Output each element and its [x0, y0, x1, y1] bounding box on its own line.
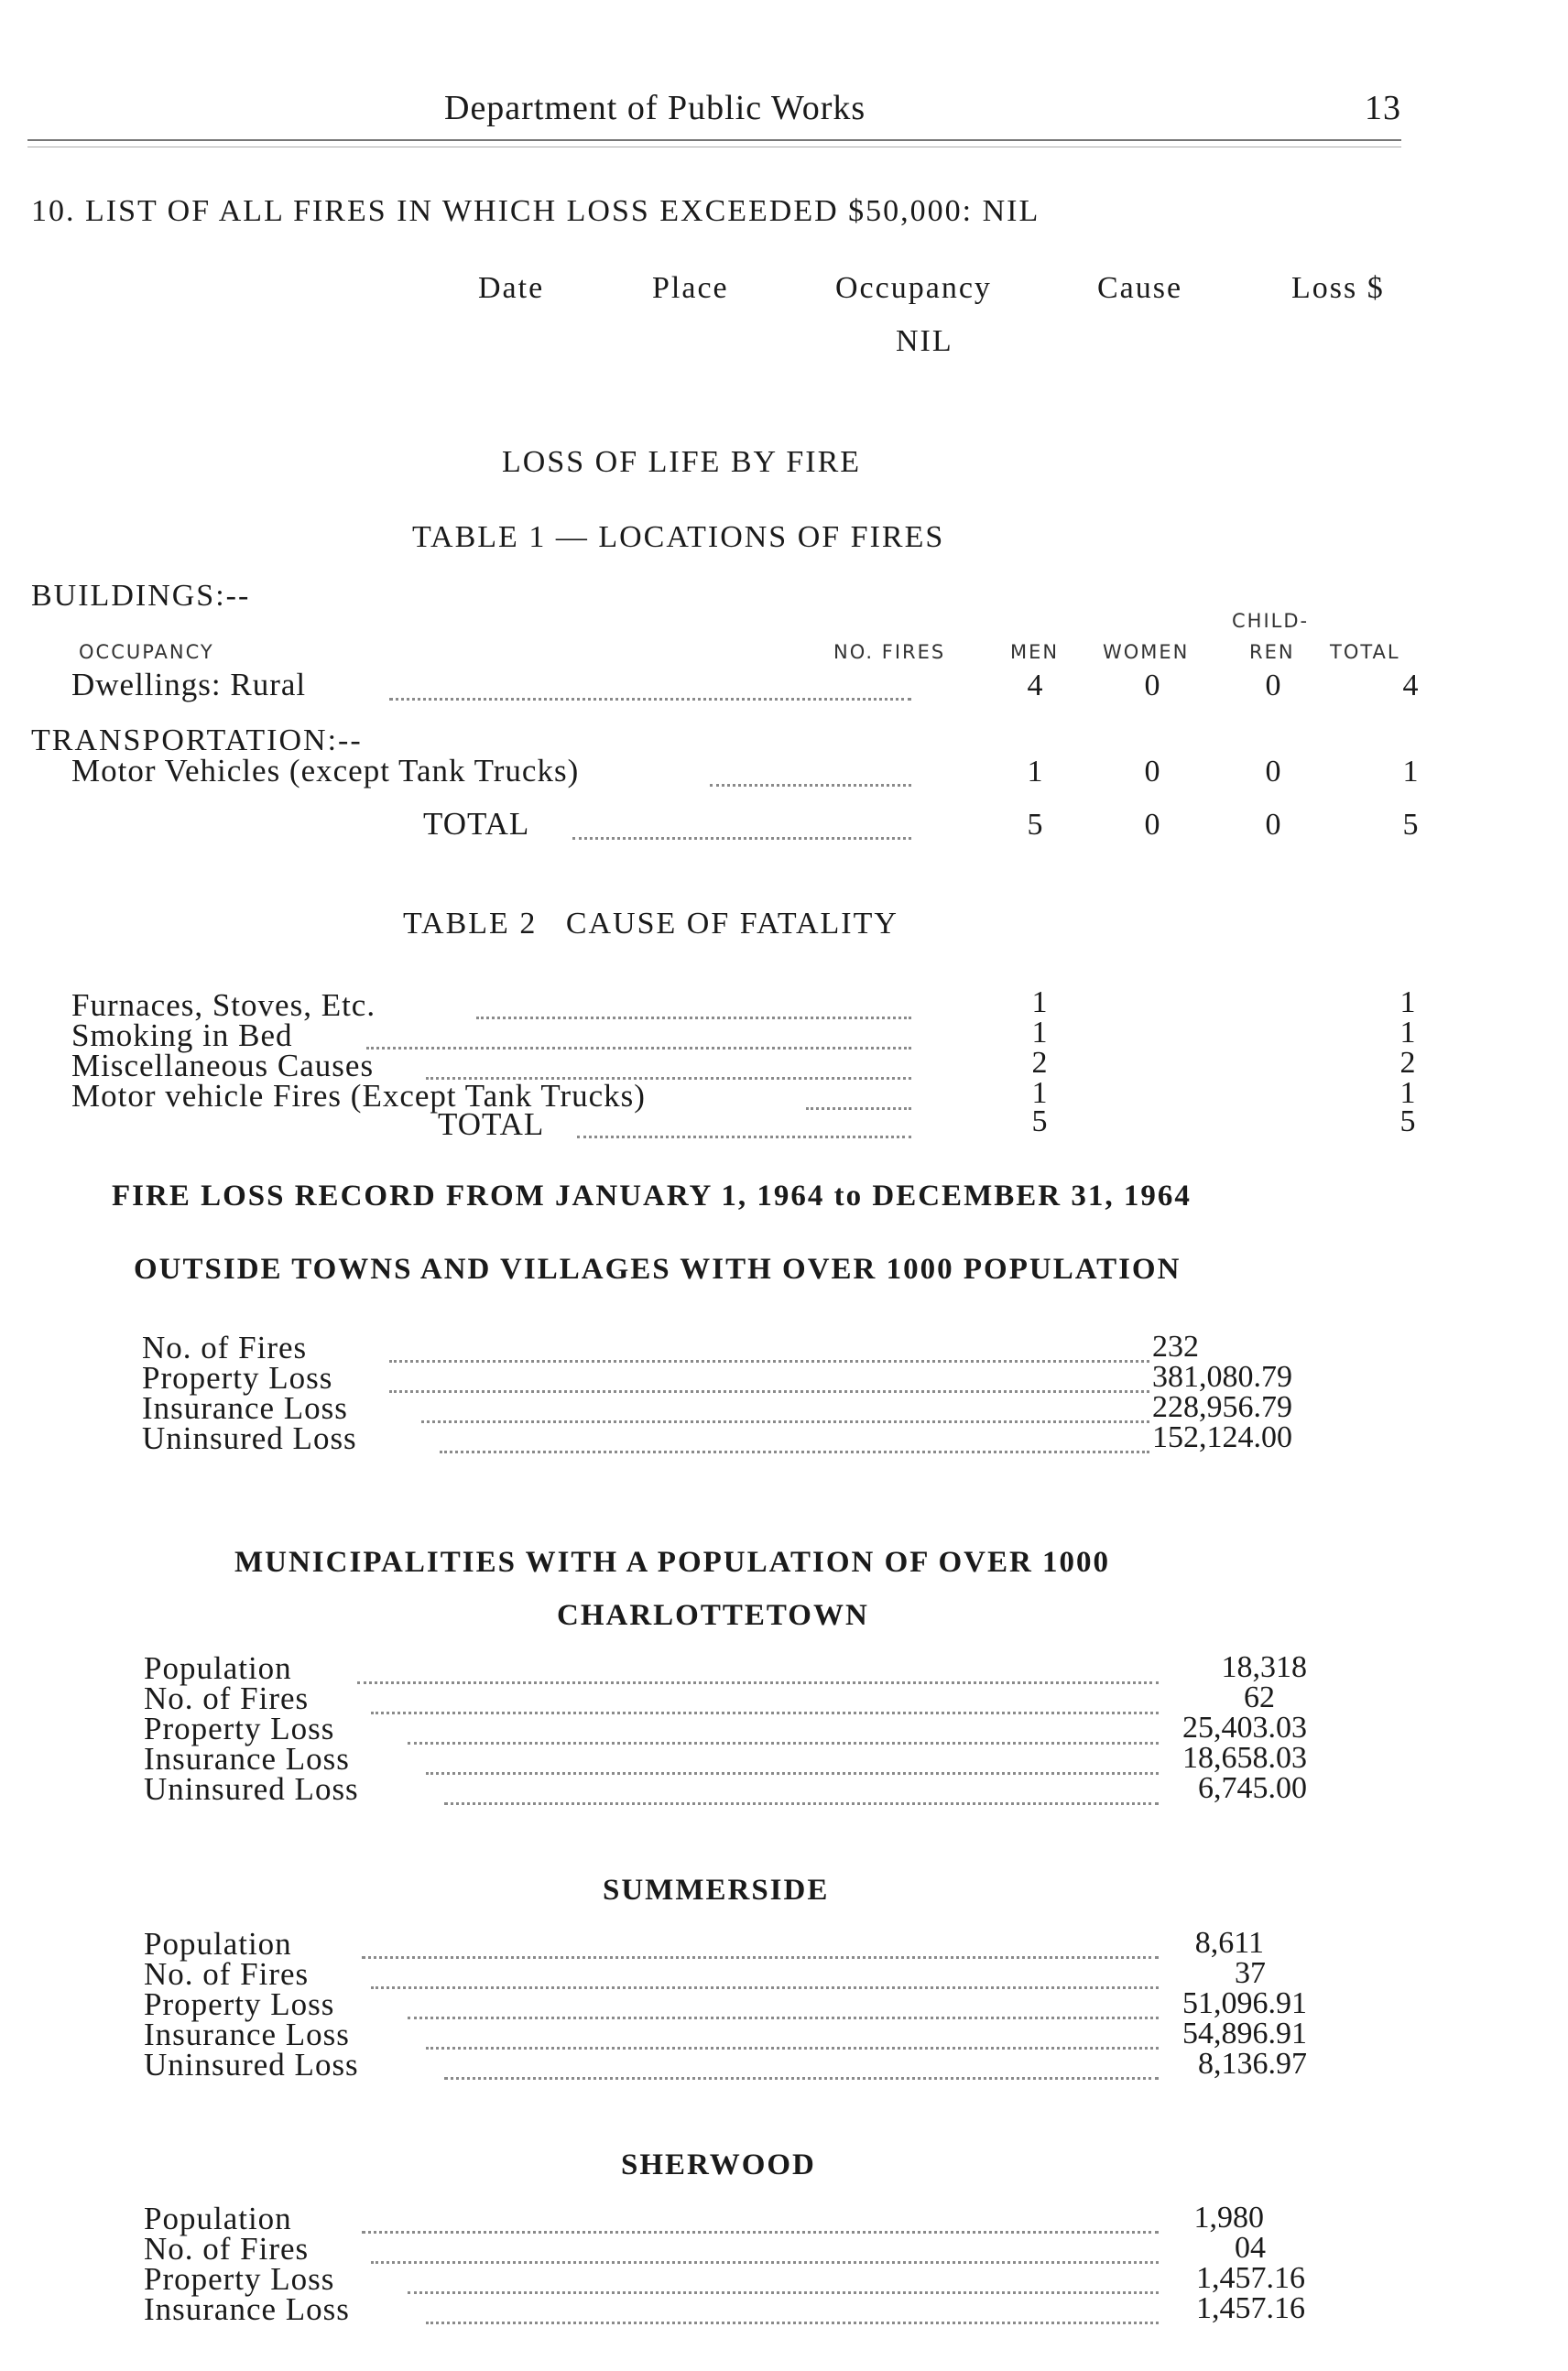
header-rule: [27, 139, 1401, 141]
row-value: 1,980: [1193, 2201, 1264, 2235]
leader-dots: [408, 1742, 1159, 1745]
children-value: 0: [1265, 755, 1281, 789]
total-value: 1: [1399, 1076, 1416, 1110]
row-label: Motor vehicle Fires (Except Tank Trucks): [71, 1078, 646, 1114]
row-label: Uninsured Loss: [144, 1771, 359, 1807]
leader-dots: [476, 1017, 911, 1019]
row-label: Miscellaneous Causes: [71, 1048, 375, 1083]
row-label: Furnaces, Stoves, Etc.: [71, 987, 376, 1023]
row-label: Insurance Loss: [144, 2291, 350, 2327]
leader-dots: [444, 1802, 1159, 1805]
leader-dots: [577, 1136, 911, 1138]
leader-dots: [421, 1420, 1149, 1423]
row-value: 381,080.79: [1152, 1360, 1292, 1394]
count-value: 1: [1031, 985, 1048, 1019]
leader-dots: [371, 1712, 1159, 1714]
row-label: Population: [144, 1926, 292, 1962]
transportation-label: TRANSPORTATION:--: [31, 723, 363, 757]
row-label: Dwellings: Rural: [71, 667, 307, 702]
leader-dots: [371, 1986, 1159, 1989]
row-value: 04: [1235, 2231, 1266, 2265]
leader-dots: [426, 2322, 1159, 2324]
column-header-place: Place: [652, 271, 729, 305]
row-value: 1,457.16: [1196, 2261, 1305, 2295]
row-label: Insurance Loss: [144, 2017, 350, 2052]
row-value: 25,403.03: [1182, 1711, 1307, 1745]
row-value: 152,124.00: [1152, 1420, 1292, 1454]
row-label: No. of Fires: [144, 1680, 310, 1716]
children-value: 0: [1265, 669, 1281, 702]
row-value: 1,457.16: [1196, 2291, 1305, 2325]
total-label: TOTAL: [423, 806, 530, 842]
column-header-date: Date: [478, 271, 545, 305]
row-value: 8,611: [1194, 1926, 1264, 1960]
nil-value: NIL: [896, 324, 953, 358]
row-value: 51,096.91: [1182, 1986, 1307, 2020]
row-label: Smoking in Bed: [71, 1017, 293, 1053]
leader-dots: [710, 784, 911, 787]
leader-dots: [408, 2017, 1159, 2019]
col-header-occupancy: OCCUPANCY: [79, 641, 214, 663]
leader-dots: [362, 2231, 1159, 2234]
row-label: Uninsured Loss: [144, 2047, 359, 2083]
total-value: 1: [1399, 1016, 1416, 1050]
row-value: 18,658.03: [1182, 1741, 1307, 1775]
leader-dots: [572, 837, 911, 840]
table-1-title: TABLE 1 — LOCATIONS OF FIRES: [412, 520, 945, 554]
row-value: 8,136.97: [1198, 2047, 1307, 2081]
women-value: 0: [1144, 755, 1160, 789]
total-value: 5: [1402, 808, 1419, 842]
leader-dots: [389, 698, 911, 701]
row-label: No. of Fires: [142, 1330, 308, 1365]
leader-dots: [408, 2291, 1159, 2294]
total-value: 2: [1399, 1046, 1416, 1080]
row-label: No. of Fires: [144, 2231, 310, 2267]
fire-loss-record-title: FIRE LOSS RECORD FROM JANUARY 1, 1964 to DECEMBER 31, 1964: [112, 1180, 1192, 1213]
column-header-loss: Loss $: [1291, 271, 1385, 305]
town-name-charlottetown: CHARLOTTETOWN: [557, 1599, 869, 1632]
leader-dots: [371, 2261, 1159, 2264]
row-label: Property Loss: [144, 1986, 335, 2022]
leader-dots: [426, 2047, 1159, 2050]
section-10-title: 10. LIST OF ALL FIRES IN WHICH LOSS EXCEEDED $50,000: NIL: [31, 194, 1040, 228]
col-header-men: MEN: [1010, 641, 1060, 663]
row-value: 18,318: [1221, 1650, 1307, 1684]
row-value: 62: [1244, 1680, 1275, 1714]
row-label: No. of Fires: [144, 1956, 310, 1992]
row-value: 54,896.91: [1182, 2017, 1307, 2050]
col-header-children-line2: REN: [1249, 641, 1295, 663]
row-label: Motor Vehicles (except Tank Trucks): [71, 753, 580, 789]
page-number: 13: [1365, 89, 1401, 127]
buildings-label: BUILDINGS:--: [31, 579, 251, 613]
men-value: 4: [1027, 669, 1043, 702]
leader-dots: [366, 1047, 911, 1050]
row-value: 37: [1235, 1956, 1266, 1990]
column-header-cause: Cause: [1097, 271, 1183, 305]
total-label: TOTAL: [438, 1106, 545, 1142]
row-label: Population: [144, 2201, 292, 2236]
leader-dots: [440, 1451, 1149, 1453]
leader-dots: [806, 1107, 911, 1110]
col-header-no-fires: NO. FIRES: [833, 641, 946, 663]
row-label: Property Loss: [144, 1711, 335, 1746]
count-value: 1: [1031, 1076, 1048, 1110]
count-value: 2: [1031, 1046, 1048, 1080]
row-value: 232: [1152, 1330, 1199, 1364]
row-label: Insurance Loss: [144, 1741, 350, 1777]
fire-loss-record-subtitle: OUTSIDE TOWNS AND VILLAGES WITH OVER 1000 POPULATION: [134, 1253, 1181, 1286]
loss-of-life-title: LOSS OF LIFE BY FIRE: [502, 445, 862, 479]
row-label: Property Loss: [144, 2261, 335, 2297]
column-header-occupancy: Occupancy: [835, 271, 992, 305]
leader-dots: [426, 1772, 1159, 1775]
col-header-children-line1: CHILD-: [1232, 610, 1310, 632]
town-name-summerside: SUMMERSIDE: [603, 1874, 830, 1907]
children-value: 0: [1265, 808, 1281, 842]
row-label: Insurance Loss: [142, 1390, 348, 1426]
women-value: 0: [1144, 669, 1160, 702]
total-value: 4: [1402, 669, 1419, 702]
row-value: 6,745.00: [1198, 1771, 1307, 1805]
leader-dots: [357, 1681, 1159, 1684]
total-value: 5: [1399, 1104, 1416, 1138]
leader-dots: [444, 2077, 1159, 2080]
count-value: 1: [1031, 1016, 1048, 1050]
women-value: 0: [1144, 808, 1160, 842]
col-header-women: WOMEN: [1103, 641, 1190, 663]
row-label: Population: [144, 1650, 292, 1686]
table-2-title: TABLE 2 CAUSE OF FATALITY: [403, 907, 898, 941]
men-value: 1: [1027, 755, 1043, 789]
leader-dots: [389, 1360, 1149, 1363]
leader-dots: [362, 1956, 1159, 1959]
municipalities-title: MUNICIPALITIES WITH A POPULATION OF OVER 1000: [234, 1546, 1111, 1579]
row-value: 228,956.79: [1152, 1390, 1292, 1424]
row-label: Uninsured Loss: [142, 1420, 357, 1456]
col-header-total: TOTAL: [1330, 641, 1400, 663]
leader-dots: [389, 1390, 1149, 1393]
page-header-title: Department of Public Works: [444, 89, 866, 127]
count-value: 5: [1031, 1104, 1048, 1138]
town-name-sherwood: SHERWOOD: [621, 2148, 816, 2181]
total-value: 1: [1399, 985, 1416, 1019]
row-label: Property Loss: [142, 1360, 333, 1396]
total-value: 1: [1402, 755, 1419, 789]
men-value: 5: [1027, 808, 1043, 842]
